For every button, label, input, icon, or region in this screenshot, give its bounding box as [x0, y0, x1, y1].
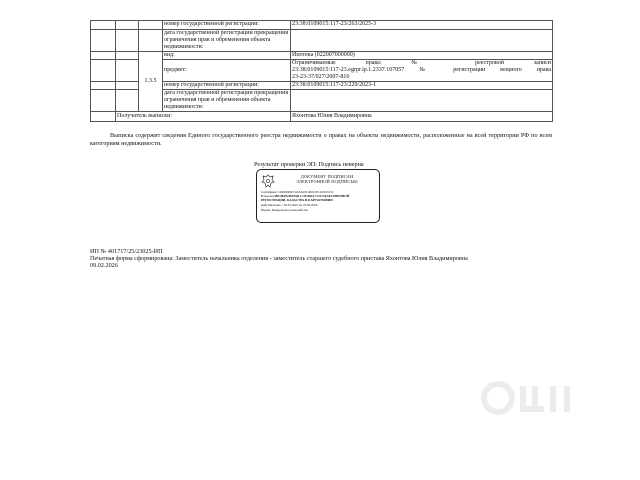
- encumbrance-type-label: вид:: [163, 52, 291, 60]
- subject-value-line1: Ограничиваемые права: № реестровой записи: [292, 60, 551, 66]
- recipient-label: Получатель выписки:: [116, 112, 291, 122]
- table-row: [91, 112, 553, 122]
- print-date: 09.02.2026: [90, 262, 118, 269]
- stamp-title-line2: ЭЛЕКТРОННОЙ ПОДПИСЬЮ: [296, 179, 358, 184]
- electronic-signature-stamp: [256, 169, 380, 223]
- table-row: [91, 21, 553, 30]
- printed-by: Печатная форма сформирована: Заместитель начальника отделения - заместитель старшего судебного пристава Яхонтова Юлия Владимировна: [90, 255, 468, 262]
- termination-date-value: [291, 90, 553, 112]
- case-number: ИП № 401717/25/23025-ИП: [90, 248, 163, 255]
- termination-date-label: дата государственной регистрации прекращения ограничения прав и обременения объекта недвижимости:: [163, 90, 291, 112]
- stamp-owner-prefix: Владелец:: [261, 194, 275, 198]
- stamp-issuer: Выдан: Федеральное казначейство: [261, 208, 309, 212]
- table-row: [91, 30, 553, 52]
- table-row: [91, 52, 553, 60]
- subject-value: [291, 60, 553, 82]
- watermark-logo-icon: [478, 372, 588, 422]
- subject-value-line3: 23-23-37/027/2007-816: [292, 74, 350, 80]
- statement-text: Выписка содержит сведения Единого государственного реестра недвижимости о правах на объекты недвижимости, расположенные на всей территории РФ по всем категориям недвижимости.: [90, 132, 552, 147]
- stamp-title-line1: ДОКУМЕНТ ПОДПИСАН: [300, 174, 354, 179]
- stamp-title: [277, 174, 377, 184]
- registration-number-label: номер государственной регистрации:: [163, 21, 291, 30]
- recipient-value: Яхонтова Юлия Владимировна: [291, 112, 553, 122]
- stamp-owner-line1: ФЕДЕРАЛЬНАЯ СЛУЖБА ГОСУДАРСТВЕННОЙ: [274, 194, 350, 198]
- encumbrance-type-value: Ипотека (022007000000): [291, 52, 553, 60]
- termination-date-label: дата государственной регистрации прекращения ограничения прав и обременения объекта недвижимости:: [163, 30, 291, 52]
- signature-check-result: Результат проверки ЭП: Подпись неверна: [254, 161, 364, 168]
- registration-number-value: 23:38:0109015:117-23/263/2025-3: [291, 21, 553, 30]
- registry-table: [90, 20, 553, 122]
- registration-number-label: номер государственной регистрации:: [163, 82, 291, 90]
- subject-label: предмет:: [163, 60, 291, 82]
- stamp-owner-line2-text: РЕГИСТРАЦИИ, КАДАСТРА И КАРТОГРАФИИ: [261, 198, 333, 202]
- stamp-validity: Действителен: с 02.07.2025 по 25.09.2026: [261, 203, 318, 207]
- stamp-certificate: Сертификат: 4D02698013165A29C49012E1A331E25C: [261, 190, 334, 194]
- section-number: 1.3.5: [139, 52, 163, 112]
- subject-value-line2: 23:38:0109015:117-23.egrpr.ip.1.2337.107057 № регистрации вещного права: [292, 67, 551, 73]
- termination-date-value: [291, 30, 553, 52]
- registration-number-value: 23:38:0109015:117-23/229/2023-1: [291, 82, 553, 90]
- coat-of-arms-icon: [261, 174, 275, 188]
